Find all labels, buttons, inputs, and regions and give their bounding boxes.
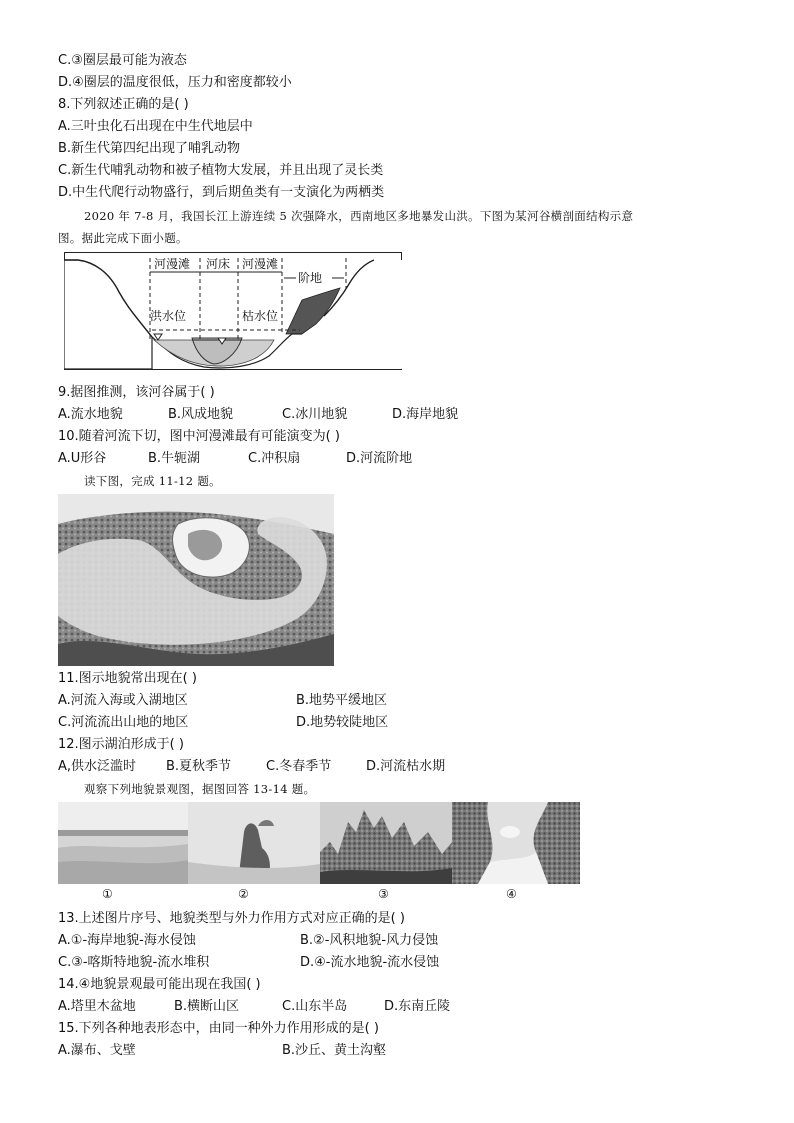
photo-1-seashore xyxy=(58,802,188,884)
oxbow-lake-photo xyxy=(58,494,334,666)
label-floodplain-right: 河漫滩 xyxy=(242,257,279,271)
label-flood-level: 洪水位 xyxy=(150,309,187,323)
photo-label-1: ① xyxy=(102,887,113,901)
option-12c: C.冬春季节 xyxy=(266,759,332,774)
option-11a: A.河流入海或入湖地区 xyxy=(58,693,188,708)
option-11d: D.地势较陡地区 xyxy=(296,715,389,730)
question-8: 8.下列叙述正确的是( ) xyxy=(58,97,189,112)
intro-11-12: 读下图，完成 11-12 题。 xyxy=(84,474,221,488)
option-13d: D.④-流水地貌-流水侵蚀 xyxy=(300,955,440,970)
question-14: 14.④地貌景观最可能出现在我国( ) xyxy=(58,977,261,992)
label-floodplain-left: 河漫滩 xyxy=(154,257,191,271)
option-11b: B.地势平缓地区 xyxy=(296,693,388,708)
label-low-water-level: 枯水位 xyxy=(242,309,279,323)
label-terrace: 阶地 xyxy=(298,271,323,285)
landform-photo-strip xyxy=(58,802,580,902)
option-10a: A.U形谷 xyxy=(58,451,107,466)
option-15a: A.瀑布、戈壁 xyxy=(58,1043,136,1058)
photo-label-4: ④ xyxy=(506,887,517,901)
option-10d: D.河流阶地 xyxy=(346,451,413,466)
intro-9-10-line2: 图。据此完成下面小题。 xyxy=(58,231,188,245)
intro-9-10-line1: 2020 年 7-8 月，我国长江上游连续 5 次强降水，西南地区多地暴发山洪。下图为某河谷横剖面结构示意 xyxy=(84,209,634,223)
option-12b: B.夏秋季节 xyxy=(166,759,232,774)
option-13c: C.③-喀斯特地貌-流水堆积 xyxy=(58,955,210,970)
option-14b: B.横断山区 xyxy=(174,999,240,1014)
option-9a: A.流水地貌 xyxy=(58,407,123,422)
photo-label-3: ③ xyxy=(378,887,389,901)
option-12d: D.河流枯水期 xyxy=(366,759,446,774)
label-riverbed: 河床 xyxy=(206,257,231,271)
photo-4-river-gorge xyxy=(452,802,580,884)
option-8b: B.新生代第四纪出现了哺乳动物 xyxy=(58,141,241,156)
question-15: 15.下列各种地表形态中，由同一种外力作用形成的是( ) xyxy=(58,1021,379,1036)
question-11: 11.图示地貌常出现在( ) xyxy=(58,671,197,686)
option-10b: B.牛轭湖 xyxy=(148,451,201,466)
option-8a: A.三叶虫化石出现在中生代地层中 xyxy=(58,119,253,134)
option-13a: A.①-海岸地貌-海水侵蚀 xyxy=(58,933,196,948)
option-14c: C.山东半岛 xyxy=(282,999,348,1014)
intro-13-14: 观察下列地貌景观图，据图回答 13-14 题。 xyxy=(84,782,316,796)
question-12: 12.图示湖泊形成于( ) xyxy=(58,737,184,752)
option-8d: D.中生代爬行动物盛行，到后期鱼类有一支演化为两栖类 xyxy=(58,185,385,200)
option-14d: D.东南丘陵 xyxy=(384,999,451,1014)
option-13b: B.②-风积地貌-风力侵蚀 xyxy=(300,933,439,948)
option-7c: C.③圈层最可能为液态 xyxy=(58,53,187,68)
option-8c: C.新生代哺乳动物和被子植物大发展，并且出现了灵长类 xyxy=(58,163,384,178)
option-12a: A,供水泛滥时 xyxy=(58,759,137,774)
option-9d: D.海岸地貌 xyxy=(392,407,459,422)
question-13: 13.上述图片序号、地貌类型与外力作用方式对应正确的是( ) xyxy=(58,911,405,926)
photo-label-2: ② xyxy=(238,887,249,901)
photo-2-sea-stack xyxy=(188,802,320,884)
option-15b: B.沙丘、黄土沟壑 xyxy=(282,1043,387,1058)
photo-3-karst-peaks xyxy=(320,802,452,884)
question-9: 9.据图推测，该河谷属于( ) xyxy=(58,385,215,400)
option-9c: C.冰川地貌 xyxy=(282,407,348,422)
option-7d: D.④圈层的温度很低，压力和密度都较小 xyxy=(58,75,292,90)
option-14a: A.塔里木盆地 xyxy=(58,999,136,1014)
option-10c: C.冲积扇 xyxy=(248,451,301,466)
river-valley-diagram xyxy=(64,252,402,370)
option-11c: C.河流流出山地的地区 xyxy=(58,715,189,730)
question-10: 10.随着河流下切，图中河漫滩最有可能演变为( ) xyxy=(58,429,340,444)
option-9b: B.风成地貌 xyxy=(168,407,234,422)
